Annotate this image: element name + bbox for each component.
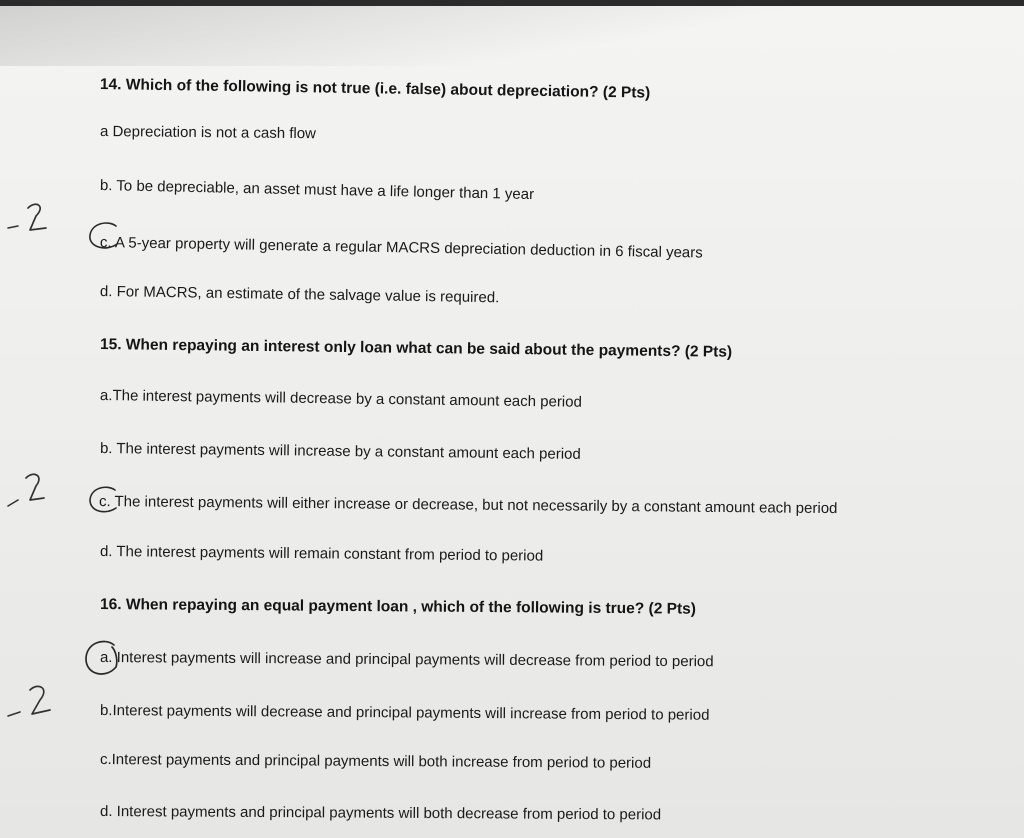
- q16-handwritten-score-mark: [4, 680, 56, 726]
- q15-handwritten-score-mark: [4, 466, 50, 514]
- q14-handwritten-score-mark: [6, 198, 52, 238]
- q16-option-d: d. Interest payments and principal payments will both decrease from period to period: [99, 803, 662, 824]
- question-14-text: 14. Which of the following is not true (i.e. false) about depreciation? (2 Pts): [99, 76, 651, 102]
- q16-option-c: c.Interest payments and principal payments will both increase from period to period: [99, 751, 652, 772]
- q15-option-d: d. The interest payments will remain constant from period to period: [99, 543, 544, 565]
- q15-option-a: a.The interest payments will decrease by a constant amount each period: [99, 387, 583, 411]
- paper-fold-shadow: [0, 6, 1024, 66]
- question-15-text: 15. When repaying an interest only loan what can be said about the payments? (2 Pts): [99, 336, 733, 361]
- q15-option-b: b. The interest payments will increase by a constant amount each period: [99, 440, 581, 463]
- exam-page: [0, 6, 1024, 838]
- q16-option-b: b.Interest payments will decrease and principal payments will increase from period to period: [99, 702, 710, 724]
- q14-option-a: a Depreciation is not a cash flow: [99, 123, 317, 143]
- q16-option-a: a. Interest payments will increase and principal payments will decrease from period to period: [99, 649, 714, 671]
- q15-option-c: c. The interest payments will either increase or decrease, but not necessarily by a constant amount each period: [98, 493, 838, 518]
- q14-option-b: b. To be depreciable, an asset must have a life longer than 1 year: [99, 177, 535, 204]
- question-16-text: 16. When repaying an equal payment loan , which of the following is true? (2 Pts): [99, 596, 697, 618]
- q14-option-c: c. A 5-year property will generate a regular MACRS depreciation deduction in 6 fiscal years: [99, 234, 703, 262]
- q14-option-d: d. For MACRS, an estimate of the salvage value is required.: [99, 283, 500, 307]
